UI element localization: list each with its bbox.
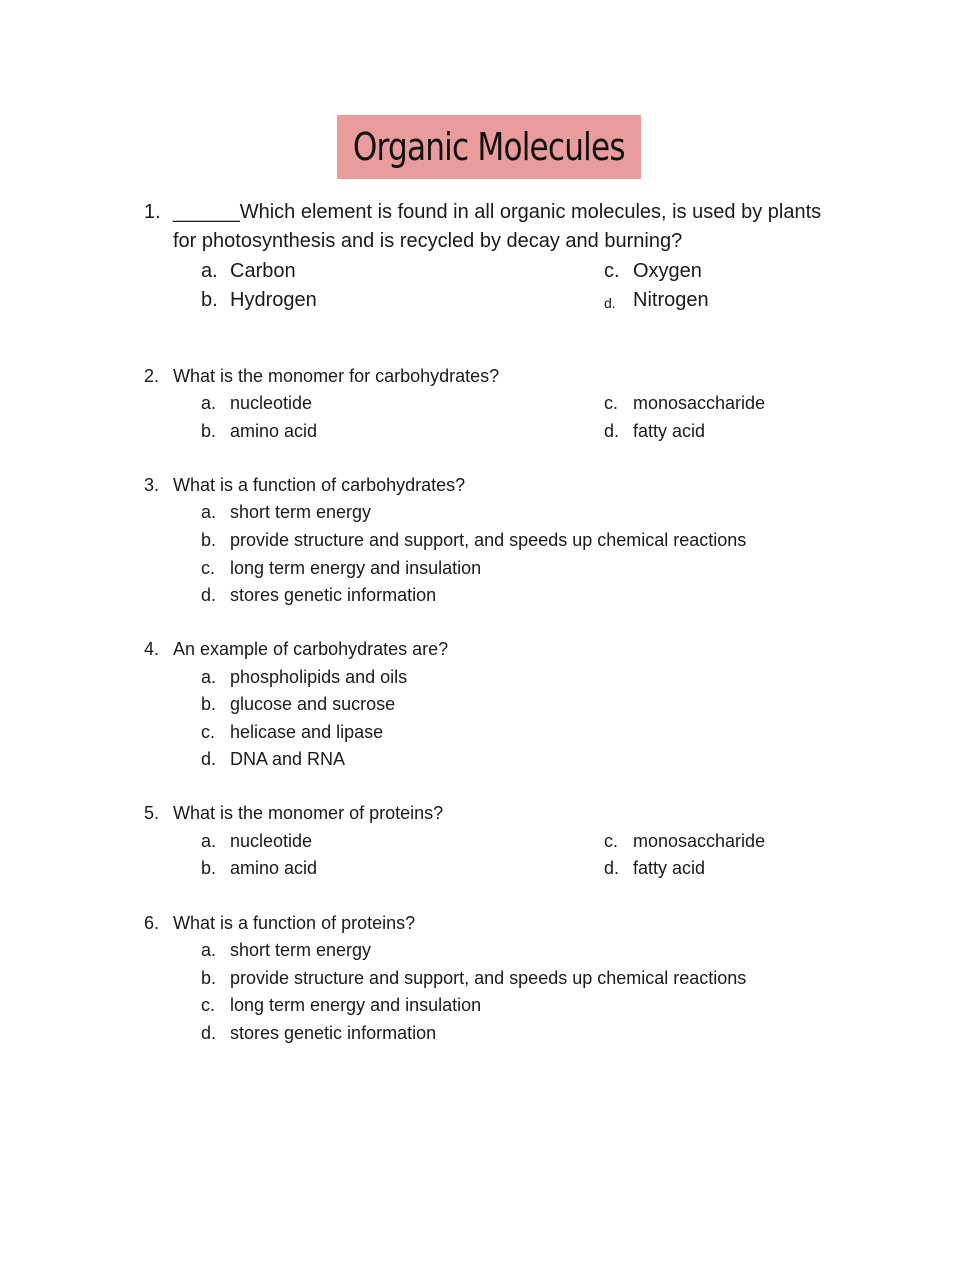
option-letter: d. (201, 1023, 217, 1043)
option-letter: b. (201, 289, 218, 311)
option-letter: c. (604, 260, 620, 282)
option-text: monosaccharide (633, 393, 766, 413)
option-text: short term energy (230, 502, 372, 522)
option-letter: d. (201, 585, 217, 605)
title-highlight (337, 115, 641, 179)
question-text-continued: for photosynthesis and is recycled by decay and burning? (173, 230, 683, 252)
question-text: An example of carbohydrates are? (173, 639, 449, 659)
option-text: stores genetic information (230, 585, 437, 605)
page-title: Organic Molecules (353, 125, 625, 169)
option-text: short term energy (230, 940, 372, 960)
option-text: long term energy and insulation (230, 995, 482, 1015)
question-number: 3. (144, 475, 160, 495)
option-text: DNA and RNA (230, 749, 346, 769)
question-number: 5. (144, 803, 160, 823)
option-letter: c. (201, 722, 216, 742)
option-letter: d. (604, 295, 616, 311)
option-text: Hydrogen (230, 289, 317, 311)
option-text: provide structure and support, and speeds up chemical reactions (230, 968, 747, 988)
option-text: helicase and lipase (230, 722, 384, 742)
option-letter: b. (201, 694, 217, 714)
question-number: 4. (144, 639, 160, 659)
option-letter: b. (201, 858, 217, 878)
option-text: fatty acid (633, 858, 706, 878)
option-text: glucose and sucrose (230, 694, 396, 714)
option-text: nucleotide (230, 393, 313, 413)
option-letter: a. (201, 940, 217, 960)
option-letter: d. (604, 421, 620, 441)
option-letter: b. (201, 421, 217, 441)
question-text: ______Which element is found in all organic molecules, is used by plants (173, 201, 822, 223)
option-letter: c. (604, 831, 619, 851)
question-text: What is the monomer for carbohydrates? (173, 366, 500, 386)
option-text: nucleotide (230, 831, 313, 851)
option-letter: a. (201, 393, 217, 413)
option-letter: d. (604, 858, 620, 878)
question-text: What is the monomer of proteins? (173, 803, 444, 823)
question-text: What is a function of carbohydrates? (173, 475, 466, 495)
option-text: provide structure and support, and speeds up chemical reactions (230, 530, 747, 550)
option-letter: a. (201, 502, 217, 522)
option-letter: c. (201, 558, 216, 578)
option-text: stores genetic information (230, 1023, 437, 1043)
option-text: fatty acid (633, 421, 706, 441)
option-text: Nitrogen (633, 289, 709, 311)
option-letter: a. (201, 667, 217, 687)
option-text: Oxygen (633, 260, 702, 282)
option-letter: c. (604, 393, 619, 413)
option-letter: d. (201, 749, 217, 769)
question-number: 2. (144, 366, 160, 386)
option-letter: b. (201, 968, 217, 988)
question-number: 6. (144, 913, 160, 933)
option-letter: a. (201, 831, 217, 851)
option-text: phospholipids and oils (230, 667, 408, 687)
option-letter: c. (201, 995, 216, 1015)
option-text: amino acid (230, 421, 318, 441)
option-text: amino acid (230, 858, 318, 878)
option-text: monosaccharide (633, 831, 766, 851)
question-text: What is a function of proteins? (173, 913, 416, 933)
option-letter: a. (201, 260, 218, 282)
option-letter: b. (201, 530, 217, 550)
question-number: 1. (144, 201, 161, 223)
option-text: long term energy and insulation (230, 558, 482, 578)
option-text: Carbon (230, 260, 296, 282)
